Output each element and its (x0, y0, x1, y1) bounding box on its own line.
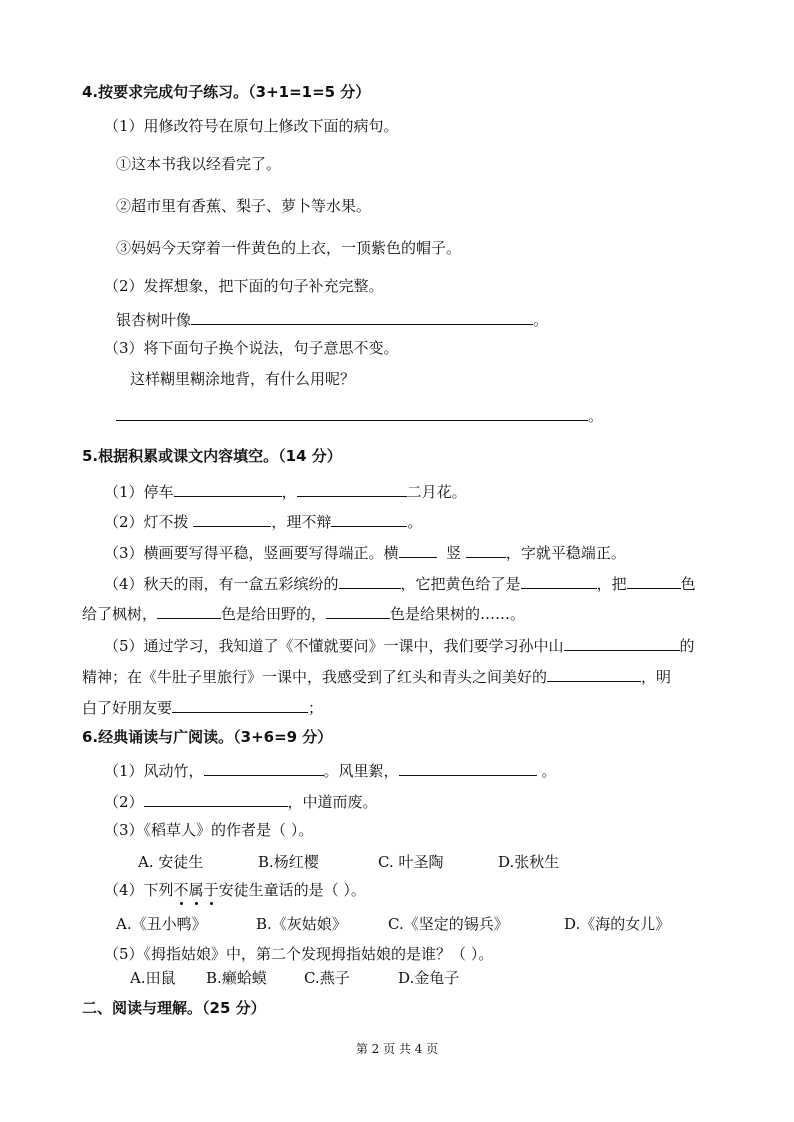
part-2-heading: 二、阅读与理解。（25 分） (82, 999, 266, 1017)
s5-line-2 (104, 510, 422, 532)
s5-line-4 (104, 572, 696, 594)
text: 竖 (446, 544, 462, 562)
section-4-heading: 4.按要求完成句子练习。（3+1=1=5 分） (82, 83, 371, 101)
answer-blank[interactable] (204, 759, 324, 776)
answer-blank[interactable] (191, 308, 533, 325)
text: 。 (536, 762, 557, 780)
answer-blank[interactable] (297, 480, 407, 497)
option-c[interactable]: C.《坚定的锡兵》 (388, 915, 509, 933)
emphasis-char: 属 (188, 881, 204, 899)
answer-blank[interactable] (627, 572, 681, 589)
s4-q2-prefix: 银杏树叶像 (116, 311, 192, 329)
text: ，中道而废。 (287, 793, 378, 811)
s4-q2-line (116, 308, 548, 330)
answer-blank[interactable] (172, 696, 308, 713)
answer-blank[interactable] (521, 572, 597, 589)
text: （1）停车 (104, 483, 174, 501)
option-a[interactable]: A.《丑小鸭》 (116, 915, 207, 933)
option-a[interactable]: A. 安徒生 (138, 853, 204, 871)
s4-question-3: （3）将下面句子换个说法，句子意思不变。 (104, 339, 399, 357)
answer-blank[interactable] (339, 572, 401, 589)
emphasis-char: 于 (203, 881, 219, 899)
option-b[interactable]: B.《灰姑娘》 (256, 915, 347, 933)
s4-q3-line (116, 404, 603, 426)
s6-question-4 (104, 880, 366, 900)
s6-line-1 (104, 759, 556, 781)
s4-sentence-3: ③妈妈今天穿着一件黄色的上衣，一顶紫色的帽子。 (116, 239, 462, 257)
text: ，它把黄色给了是 (400, 575, 521, 593)
s4-question-2: （2）发挥想象，把下面的句子补充完整。 (104, 277, 384, 295)
answer-blank[interactable] (326, 602, 390, 619)
text: 安徒生童话的是（ ）。 (218, 881, 366, 899)
s6-q4-options (116, 914, 670, 934)
option-d[interactable]: D.张秋生 (498, 853, 560, 871)
text: 色是给田野的， (221, 605, 327, 623)
option-b[interactable]: B.癞蛤蟆 (206, 969, 267, 987)
text: （3）横画要写得平稳，竖画要写得端正。横 (104, 544, 399, 562)
text: 。 (407, 513, 423, 531)
s4-question-1: （1）用修改符号在原句上修改下面的病句。 (104, 117, 399, 135)
s4-sentence-2: ②超市里有香蕉、梨子、萝卜等水果。 (116, 197, 372, 215)
answer-blank[interactable] (174, 480, 282, 497)
answer-blank[interactable] (157, 602, 221, 619)
text: ，字就平稳端正。 (505, 544, 626, 562)
text: 白了好朋友要 (82, 699, 173, 717)
s5-line-7 (82, 665, 671, 687)
answer-blank[interactable] (144, 790, 288, 807)
text: 色是给果树的……。 (390, 605, 526, 623)
text: 的 (679, 637, 695, 655)
option-c[interactable]: C.燕子 (304, 969, 350, 987)
option-a[interactable]: A.田鼠 (130, 969, 176, 987)
answer-blank[interactable] (547, 665, 641, 682)
option-b[interactable]: B.杨红樱 (258, 853, 319, 871)
text: （4）秋天的雨，有一盒五彩缤纷的 (104, 575, 339, 593)
text: ，理不辩 (271, 513, 332, 531)
section-5-heading: 5.根据积累或课文内容填空。（14 分） (82, 447, 342, 465)
emphasis-char: 不 (173, 881, 189, 899)
text: 精神；在《牛肚子里旅行》一课中，我感受到了红头和青头之间美好的 (82, 668, 548, 686)
text: （5）通过学习，我知道了《不懂就要问》一课中，我们要学习孙中山 (104, 637, 564, 655)
text: ，把 (596, 575, 627, 593)
s6-question-5: （5）《拇指姑娘》中，第二个发现拇指姑娘的是谁？（ ）。 (104, 945, 494, 963)
text: 二月花。 (406, 483, 467, 501)
s5-line-5 (82, 602, 525, 624)
answer-blank[interactable] (399, 541, 437, 558)
page-footer: 第 2 页 共 4 页 (355, 1042, 439, 1056)
text: （2）灯不拨 (104, 513, 189, 531)
text: （2） (104, 793, 144, 811)
period: 。 (588, 407, 604, 425)
period: 。 (533, 311, 549, 329)
s6-q3-options (138, 852, 559, 872)
s6-line-2 (104, 790, 378, 812)
section-6-heading: 6.经典诵读与广阅读。（3+6=9 分） (82, 728, 333, 746)
option-d[interactable]: D.《海的女儿》 (564, 915, 671, 933)
s4-q3-sentence: 这样糊里糊涂地背，有什么用呢？ (130, 370, 356, 388)
answer-blank[interactable] (399, 759, 537, 776)
text: ， (281, 483, 297, 501)
answer-blank[interactable] (564, 634, 680, 651)
text: （4）下列 (104, 881, 174, 899)
option-d[interactable]: D.金龟子 (398, 969, 460, 987)
s6-q5-options (130, 968, 459, 988)
s5-line-1 (104, 480, 467, 502)
s6-question-3: （3）《稻草人》的作者是（ ）。 (104, 821, 314, 839)
option-c[interactable]: C. 叶圣陶 (378, 853, 444, 871)
answer-blank[interactable] (116, 404, 588, 421)
s5-line-8 (82, 696, 323, 718)
answer-blank[interactable] (331, 510, 407, 527)
answer-blank[interactable] (193, 510, 271, 527)
answer-blank[interactable] (466, 541, 506, 558)
text: （1）风动竹， (104, 762, 204, 780)
text: 色 (680, 575, 696, 593)
text: ，明 (641, 668, 672, 686)
s5-line-3 (104, 541, 626, 563)
text: 。风里絮， (323, 762, 399, 780)
text: 给了枫树， (82, 605, 158, 623)
s4-sentence-1: ①这本书我以经看完了。 (116, 155, 282, 173)
s5-line-6 (104, 634, 695, 656)
text: ； (308, 699, 324, 717)
